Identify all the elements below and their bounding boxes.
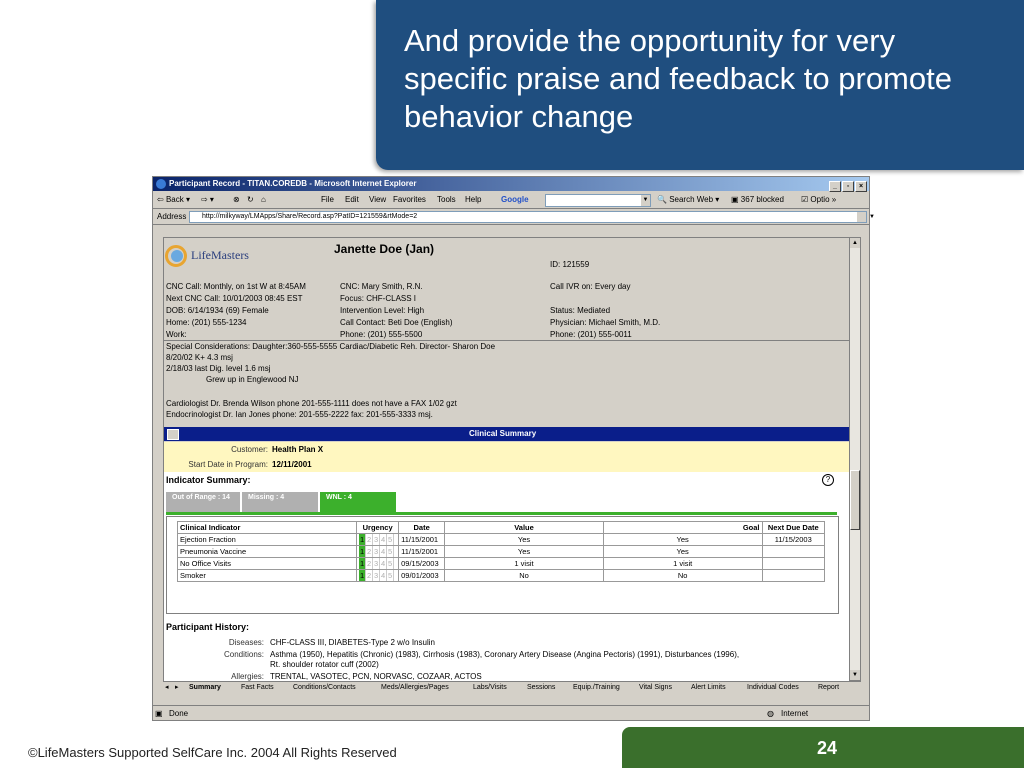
info-call-contact: Call Contact: Beti Doe (English) [340, 318, 453, 327]
cell-date: 11/15/2001 [399, 534, 445, 546]
info-work-phone: Work: [166, 330, 187, 339]
urgency-4: 4 [381, 535, 386, 544]
menu-file[interactable]: File [321, 195, 334, 204]
allergies-label: Allergies: [231, 672, 264, 681]
conditions-label: Conditions: [223, 650, 264, 659]
close-button[interactable]: × [855, 181, 867, 192]
tab-individual-codes[interactable]: Individual Codes [747, 684, 799, 691]
program-info [164, 442, 849, 472]
address-dropdown-icon[interactable]: ▼ [857, 212, 866, 222]
cell-value: No [445, 570, 604, 582]
info-ivr: Call IVR on: Every day [550, 282, 631, 291]
address-label: Address [157, 212, 187, 221]
print-icon[interactable] [167, 429, 179, 440]
urgency-2: 2 [367, 559, 372, 568]
logo-text: LifeMasters [191, 248, 249, 262]
search-web-button[interactable]: 🔍 Search Web ▾ [657, 195, 720, 204]
special-considerations [164, 340, 849, 428]
urgency-4: 4 [381, 547, 386, 556]
cell-goal: Yes [603, 546, 762, 558]
info-physician: Physician: Michael Smith, M.D. [550, 318, 661, 327]
google-dropdown-icon[interactable]: ▼ [641, 195, 650, 206]
cell-indicator: Pneumonia Vaccine [178, 546, 357, 558]
scroll-down-icon[interactable]: ▼ [850, 670, 860, 680]
home-icon[interactable]: ⌂ [261, 195, 266, 204]
slide-title: And provide the opportunity for very specific praise and feedback to promote behavior change [404, 23, 952, 134]
tab-sessions[interactable]: Sessions [527, 684, 556, 691]
urgency-scale [357, 534, 399, 546]
special-line-2: 8/20/02 K+ 4.3 msj [166, 353, 233, 362]
special-line-5: Cardiologist Dr. Brenda Wilson phone 201-555-1111 does not have a FAX 1/02 gzt [166, 399, 457, 408]
search-web-label: Search Web [669, 195, 714, 204]
slide-title-panel [376, 0, 1024, 170]
urgency-4: 4 [381, 571, 386, 580]
urgency-5: 5 [388, 547, 393, 556]
tab-scroll-left-icon[interactable]: ◂ [165, 684, 169, 691]
info-cnc-call: CNC Call: Monthly, on 1st W at 8:45AM [166, 282, 306, 291]
special-line-3: 2/18/03 last Dig. level 1.6 msj [166, 364, 271, 373]
lifemasters-logo [165, 245, 285, 271]
participant-name: Janette Doe (Jan) [334, 242, 435, 256]
refresh-icon[interactable]: ↻ [247, 195, 254, 204]
urgency-3: 3 [374, 547, 379, 556]
cell-date: 09/15/2003 [399, 558, 445, 570]
stop-icon[interactable]: ⊗ [233, 195, 240, 204]
menu-view[interactable]: View [369, 195, 387, 204]
browser-window [152, 176, 875, 721]
forward-button[interactable]: ⇨ ▾ [201, 195, 214, 204]
table-header-row [178, 522, 825, 534]
conditions-value: Asthma (1950), Hepatitis (Chronic) (1983), Cirrhosis (1983), Coronary Artery Disease (Angina Pectoris) (1991), Disturbances (1996), [270, 650, 740, 659]
cell-indicator: No Office Visits [178, 558, 357, 570]
start-date-value: 12/11/2001 [272, 460, 312, 469]
urgency-3: 3 [374, 535, 379, 544]
help-icon[interactable]: ? [822, 474, 834, 486]
tab-report[interactable]: Report [818, 684, 840, 691]
scroll-thumb[interactable] [850, 470, 860, 530]
address-input[interactable] [189, 211, 875, 223]
status-bar [153, 705, 869, 721]
header-goal[interactable]: Goal [603, 522, 762, 534]
cell-next-due: 11/15/2003 [762, 534, 824, 546]
participant-history-title: Participant History: [166, 622, 250, 632]
urgency-1: 1 [360, 535, 365, 544]
vertical-scrollbar[interactable] [849, 237, 861, 681]
header-value[interactable]: Value [445, 522, 604, 534]
tab-meds-allergies[interactable]: Meds/Allergies/Pages [381, 684, 449, 691]
table-row[interactable] [178, 534, 825, 546]
url-text: http://milkyway/LMApps/Share/Record.asp?PatID=121559&rtMode=2 [202, 213, 418, 220]
urgency-scale [357, 546, 399, 558]
indicator-summary-title: Indicator Summary: [166, 475, 251, 485]
header-date[interactable]: Date [399, 522, 445, 534]
page-number-panel [622, 727, 1024, 768]
popup-icon: ▣ [731, 195, 739, 204]
diseases-label: Diseases: [228, 638, 264, 647]
restore-button[interactable]: ▫ [842, 181, 854, 192]
tab-alert-limits[interactable]: Alert Limits [691, 684, 726, 691]
urgency-1: 1 [360, 547, 365, 556]
info-next-call: Next CNC Call: 10/01/2003 08:45 EST [166, 294, 303, 303]
clinical-summary-title: Clinical Summary [469, 429, 537, 438]
cell-value: 1 visit [445, 558, 604, 570]
urgency-5: 5 [388, 559, 393, 568]
urgency-1: 1 [360, 559, 365, 568]
info-dob: DOB: 6/14/1934 (69) Female [166, 306, 269, 315]
menu-edit[interactable]: Edit [345, 195, 359, 204]
address-bar [153, 209, 875, 225]
table-row[interactable] [178, 570, 825, 582]
tab-vital-signs[interactable]: Vital Signs [639, 684, 672, 691]
start-date-label: Start Date in Program: [188, 460, 268, 469]
internet-zone-icon: ◍ [767, 709, 774, 718]
urgency-2: 2 [367, 571, 372, 580]
ie-logo-icon [156, 179, 166, 189]
urgency-2: 2 [367, 547, 372, 556]
info-status: Status: Mediated [550, 306, 611, 315]
info-contact-phone: Phone: (201) 555-5500 [340, 330, 423, 339]
scroll-up-icon[interactable]: ▲ [850, 238, 860, 248]
tab-equip-training[interactable]: Equip./Training [573, 684, 620, 691]
popup-blocked-button[interactable] [731, 192, 784, 208]
cell-date: 11/15/2001 [399, 546, 445, 558]
tab-missing[interactable]: Missing : 4 [242, 492, 318, 512]
indicator-area [164, 472, 849, 682]
tab-underline [166, 512, 837, 515]
menu-help[interactable]: Help [465, 195, 482, 204]
header-indicator[interactable]: Clinical Indicator [178, 522, 357, 534]
google-label[interactable]: Google [501, 195, 529, 204]
urgency-3: 3 [374, 571, 379, 580]
page-done-icon: ▣ [155, 709, 163, 718]
indicator-table [177, 521, 825, 582]
menu-tools[interactable]: Tools [437, 195, 456, 204]
header-next-due[interactable]: Next Due Date [762, 522, 824, 534]
toolbar [153, 192, 869, 209]
table-row[interactable] [178, 546, 825, 558]
header-urgency[interactable]: Urgency [357, 522, 399, 534]
info-home-phone: Home: (201) 555-1234 [166, 318, 247, 327]
cell-goal: No [603, 570, 762, 582]
urgency-5: 5 [388, 535, 393, 544]
tab-conditions-contacts[interactable]: Conditions/Contacts [293, 684, 356, 691]
clinical-summary-bar [164, 427, 849, 441]
urgency-scale [357, 570, 399, 582]
info-focus: Focus: CHF-CLASS I [340, 294, 417, 303]
options-button[interactable]: ☑ Optio » [801, 195, 837, 204]
indicator-grid [166, 516, 839, 614]
participant-id: ID: 121559 [550, 260, 590, 269]
info-intervention: Intervention Level: High [340, 306, 425, 315]
tab-out-of-range[interactable]: Out of Range : 14 [166, 492, 240, 512]
minimize-button[interactable]: _ [829, 181, 841, 192]
tab-labs-visits[interactable]: Labs/Visits [473, 684, 507, 691]
cell-next-due [762, 546, 824, 558]
record-tabs [163, 681, 861, 694]
cell-value: Yes [445, 546, 604, 558]
cell-next-due [762, 570, 824, 582]
copyright-footer: ©LifeMasters Supported SelfCare Inc. 2004 All Rights Reserved [28, 745, 397, 760]
cell-goal: Yes [603, 534, 762, 546]
urgency-2: 2 [367, 535, 372, 544]
zone-text: Internet [781, 709, 809, 718]
info-cnc: CNC: Mary Smith, R.N. [340, 282, 423, 291]
cell-value: Yes [445, 534, 604, 546]
special-line-4: Grew up in Englewood NJ [206, 375, 299, 384]
special-line-6: Endocrinologist Dr. Ian Jones phone: 201-555-2222 fax: 201-555-3333 msj. [166, 410, 433, 419]
urgency-4: 4 [381, 559, 386, 568]
urgency-5: 5 [388, 571, 393, 580]
tab-fast-facts[interactable]: Fast Facts [241, 684, 274, 691]
tab-scroll-right-icon[interactable]: ▸ [175, 684, 179, 691]
options-label: Optio [810, 195, 830, 204]
urgency-scale [357, 558, 399, 570]
menu-favorites[interactable]: Favorites [393, 195, 426, 204]
customer-label: Customer: [231, 445, 268, 454]
urgency-3: 3 [374, 559, 379, 568]
back-label: Back [165, 195, 184, 204]
tab-summary[interactable]: Summary [189, 684, 221, 691]
cell-indicator: Smoker [178, 570, 357, 582]
window-title: Participant Record - TITAN.COREDB - Microsoft Internet Explorer [169, 179, 417, 188]
allergies-value: TRENTAL, VASOTEC, PCN, NORVASC, COZAAR, ACTOS [270, 672, 482, 681]
page-content [163, 237, 851, 683]
table-row[interactable] [178, 558, 825, 570]
blocked-label: 367 blocked [740, 195, 784, 204]
conditions-value-2: Rt. shoulder rotator cuff (2002) [270, 660, 379, 669]
special-line-1: Special Considerations: Daughter:360-555-5555 Cardiac/Diabetic Reh. Director- Sharon Doe [166, 342, 496, 351]
page-number: 24 [817, 738, 838, 758]
info-physician-phone: Phone: (201) 555-0011 [550, 330, 632, 339]
back-button[interactable]: ⇦ Back ▾ [157, 195, 190, 204]
window-titlebar[interactable] [153, 177, 869, 191]
cell-next-due [762, 558, 824, 570]
tab-wnl[interactable]: WNL : 4 [320, 492, 396, 512]
options-icon: ☑ [801, 195, 809, 204]
cell-goal: 1 visit [603, 558, 762, 570]
cell-indicator: Ejection Fraction [178, 534, 357, 546]
urgency-1: 1 [360, 571, 365, 580]
cell-date: 09/01/2003 [399, 570, 445, 582]
google-search-input[interactable] [545, 194, 651, 207]
diseases-value: CHF-CLASS III, DIABETES-Type 2 w/o Insulin [270, 638, 435, 647]
status-text: Done [169, 709, 189, 718]
customer-value: Health Plan X [272, 445, 324, 454]
